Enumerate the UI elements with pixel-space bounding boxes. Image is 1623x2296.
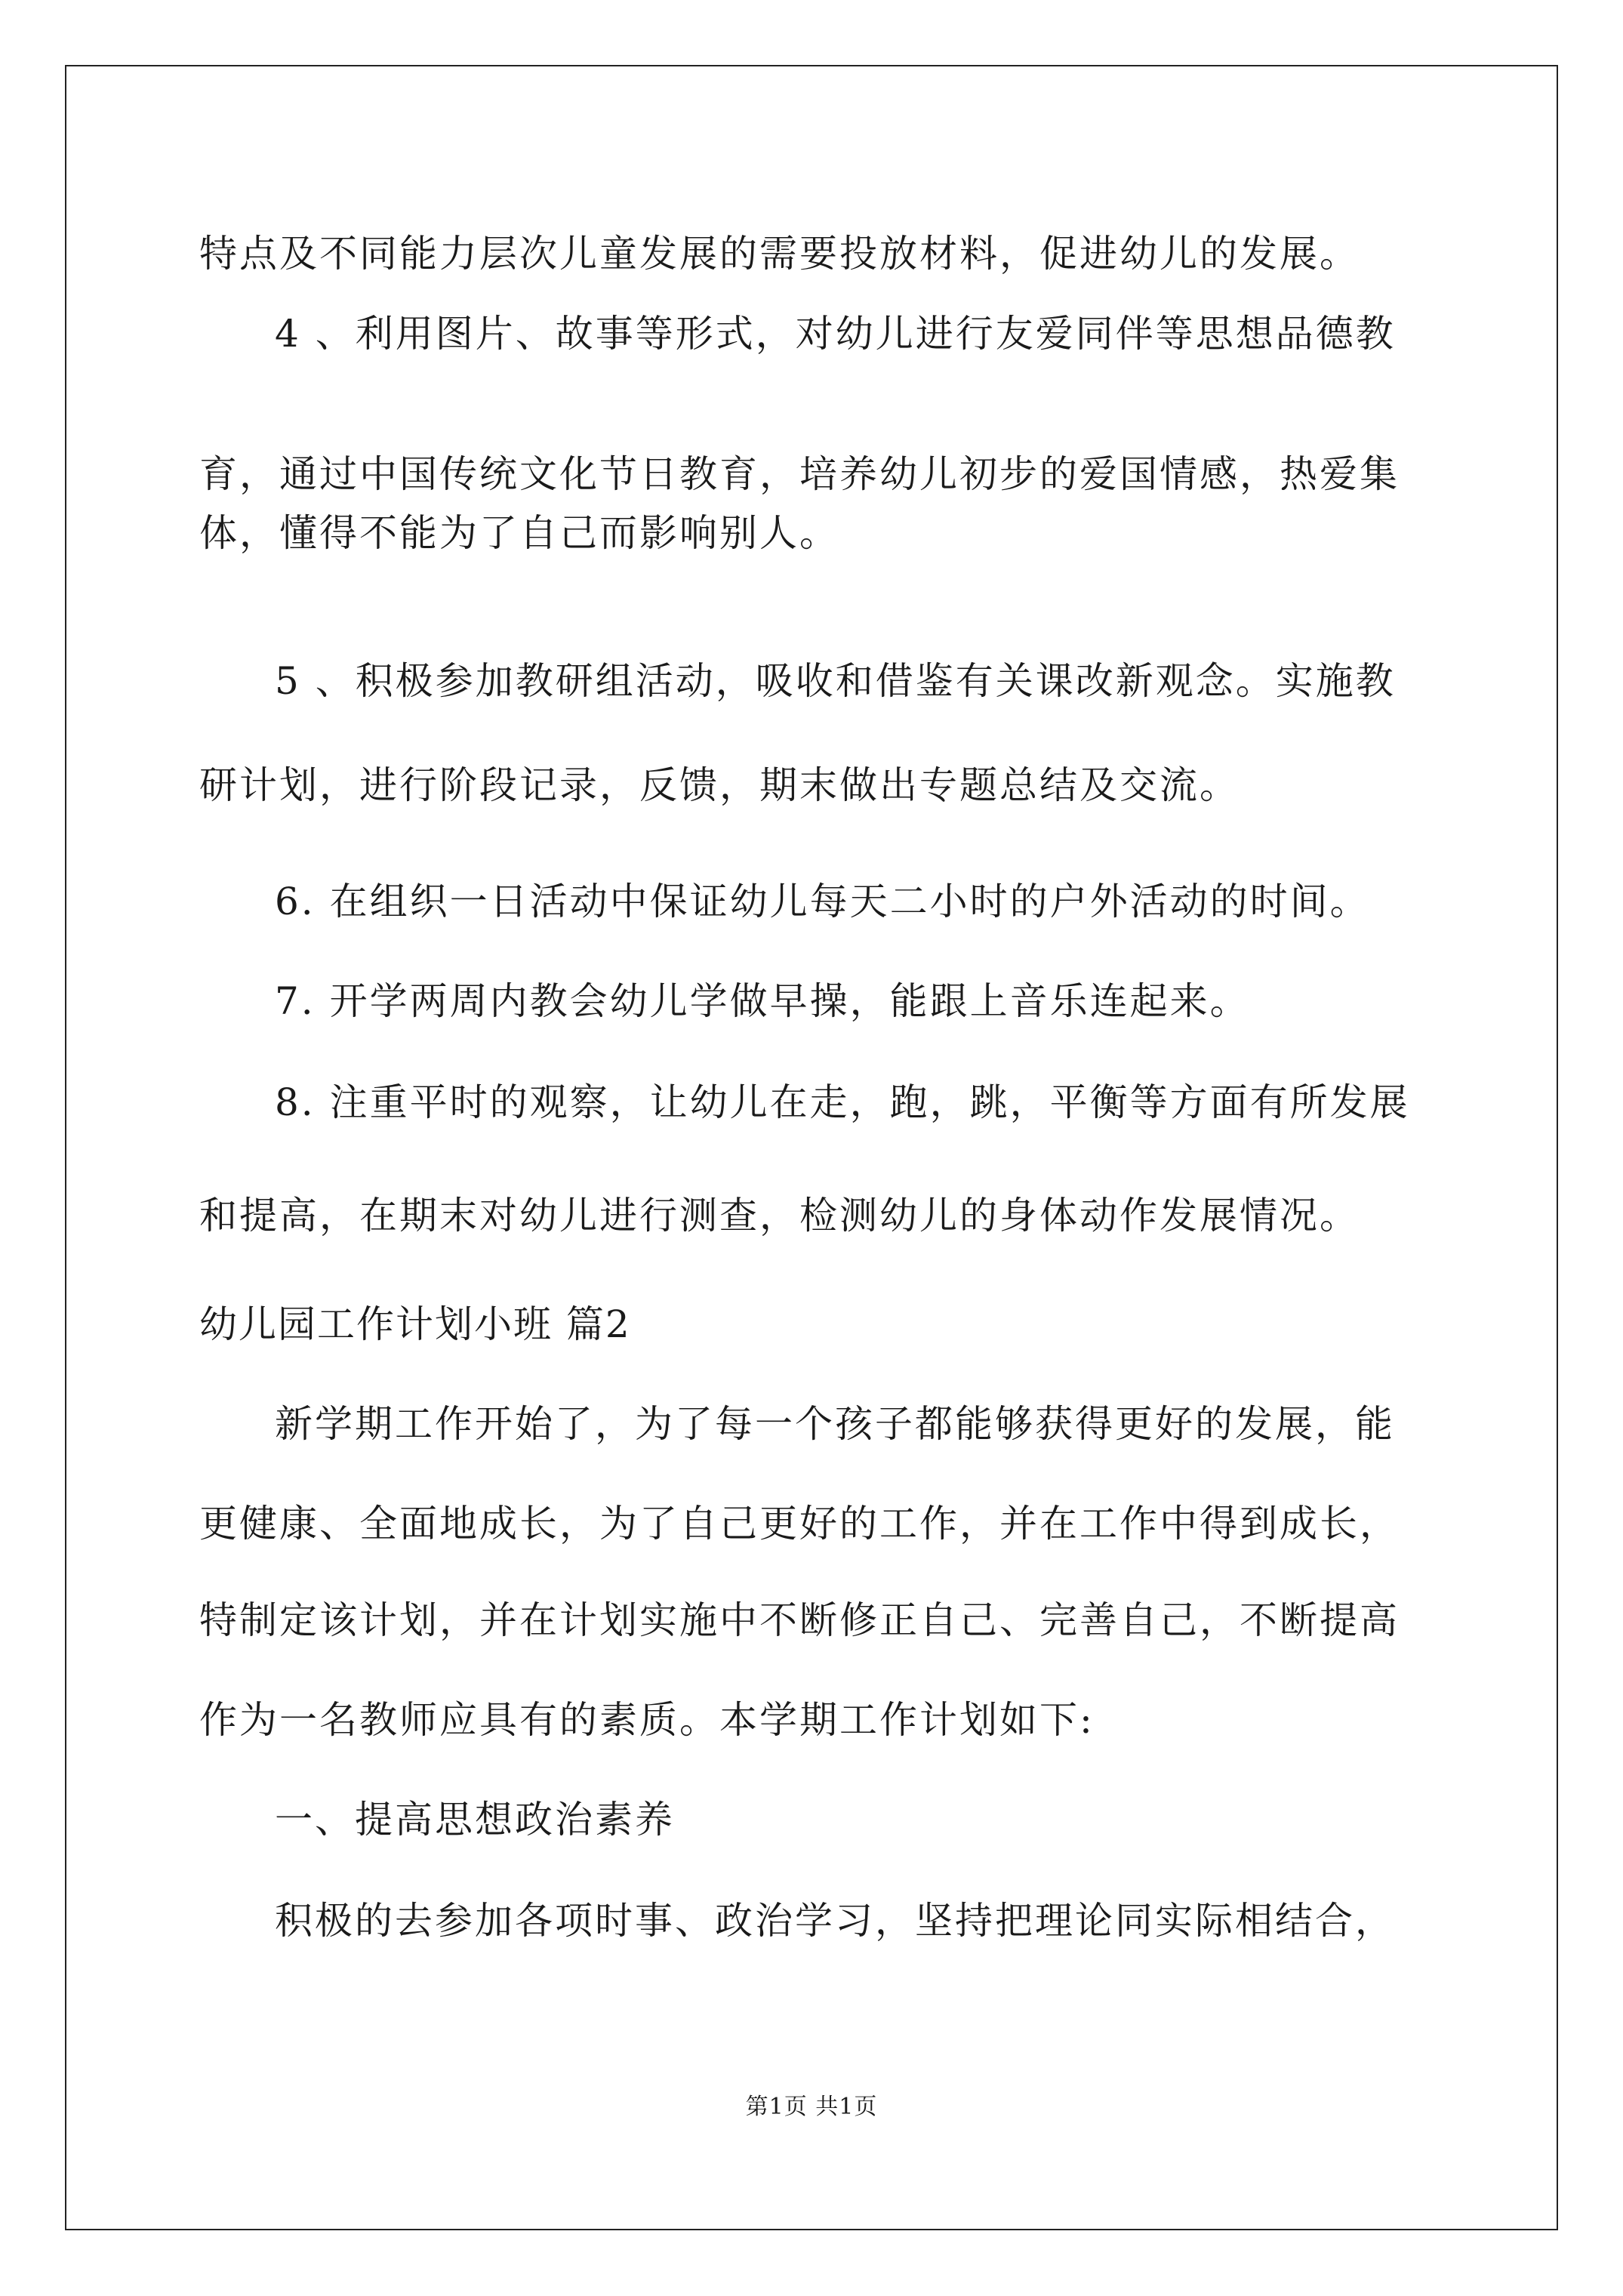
text-line: 和提高，在期末对幼儿进行测查，检测幼儿的身体动作发展情况。 <box>199 1194 1360 1237</box>
text-line: 8. 注重平时的观察，让幼儿在走，跑，跳，平衡等方面有所发展 <box>275 1080 1410 1124</box>
text-line: 6. 在组织一日活动中保证幼儿每天二小时的户外活动的时间。 <box>275 880 1370 923</box>
section-heading: 幼儿园工作计划小班 篇2 <box>199 1302 631 1346</box>
text-line: 育，通过中国传统文化节日教育，培养幼儿初步的爱国情感，热爱集 <box>199 452 1400 496</box>
subsection-heading: 一、提高思想政治素养 <box>275 1798 675 1841</box>
text-line: 体，懂得不能为了自己而影响别人。 <box>199 511 839 555</box>
page-footer: 第1页 共1页 <box>745 2094 878 2120</box>
text-line: 作为一名教师应具有的素质。本学期工作计划如下: <box>199 1698 1095 1742</box>
text-line: 7. 开学两周内教会幼儿学做早操，能跟上音乐连起来。 <box>275 979 1250 1023</box>
text-line: 更健康、全面地成长，为了自己更好的工作，并在工作中得到成长， <box>199 1502 1400 1546</box>
text-line: 新学期工作开始了，为了每一个孩子都能够获得更好的发展，能 <box>275 1402 1395 1446</box>
text-line: 积极的去参加各项时事、政治学习，坚持把理论同实际相结合， <box>275 1899 1395 1943</box>
text-line: 特制定该计划，并在计划实施中不断修正自己、完善自己，不断提高 <box>199 1598 1400 1642</box>
text-line: 研计划，进行阶段记录，反馈，期末做出专题总结及交流。 <box>199 763 1240 807</box>
text-line: 4 、利用图片、故事等形式，对幼儿进行友爱同伴等思想品德教 <box>275 312 1396 356</box>
text-line: 5 、积极参加教研组活动，吸收和借鉴有关课改新观念。实施教 <box>275 659 1396 703</box>
text-line: 特点及不同能力层次儿童发展的需要投放材料，促进幼儿的发展。 <box>199 232 1360 276</box>
